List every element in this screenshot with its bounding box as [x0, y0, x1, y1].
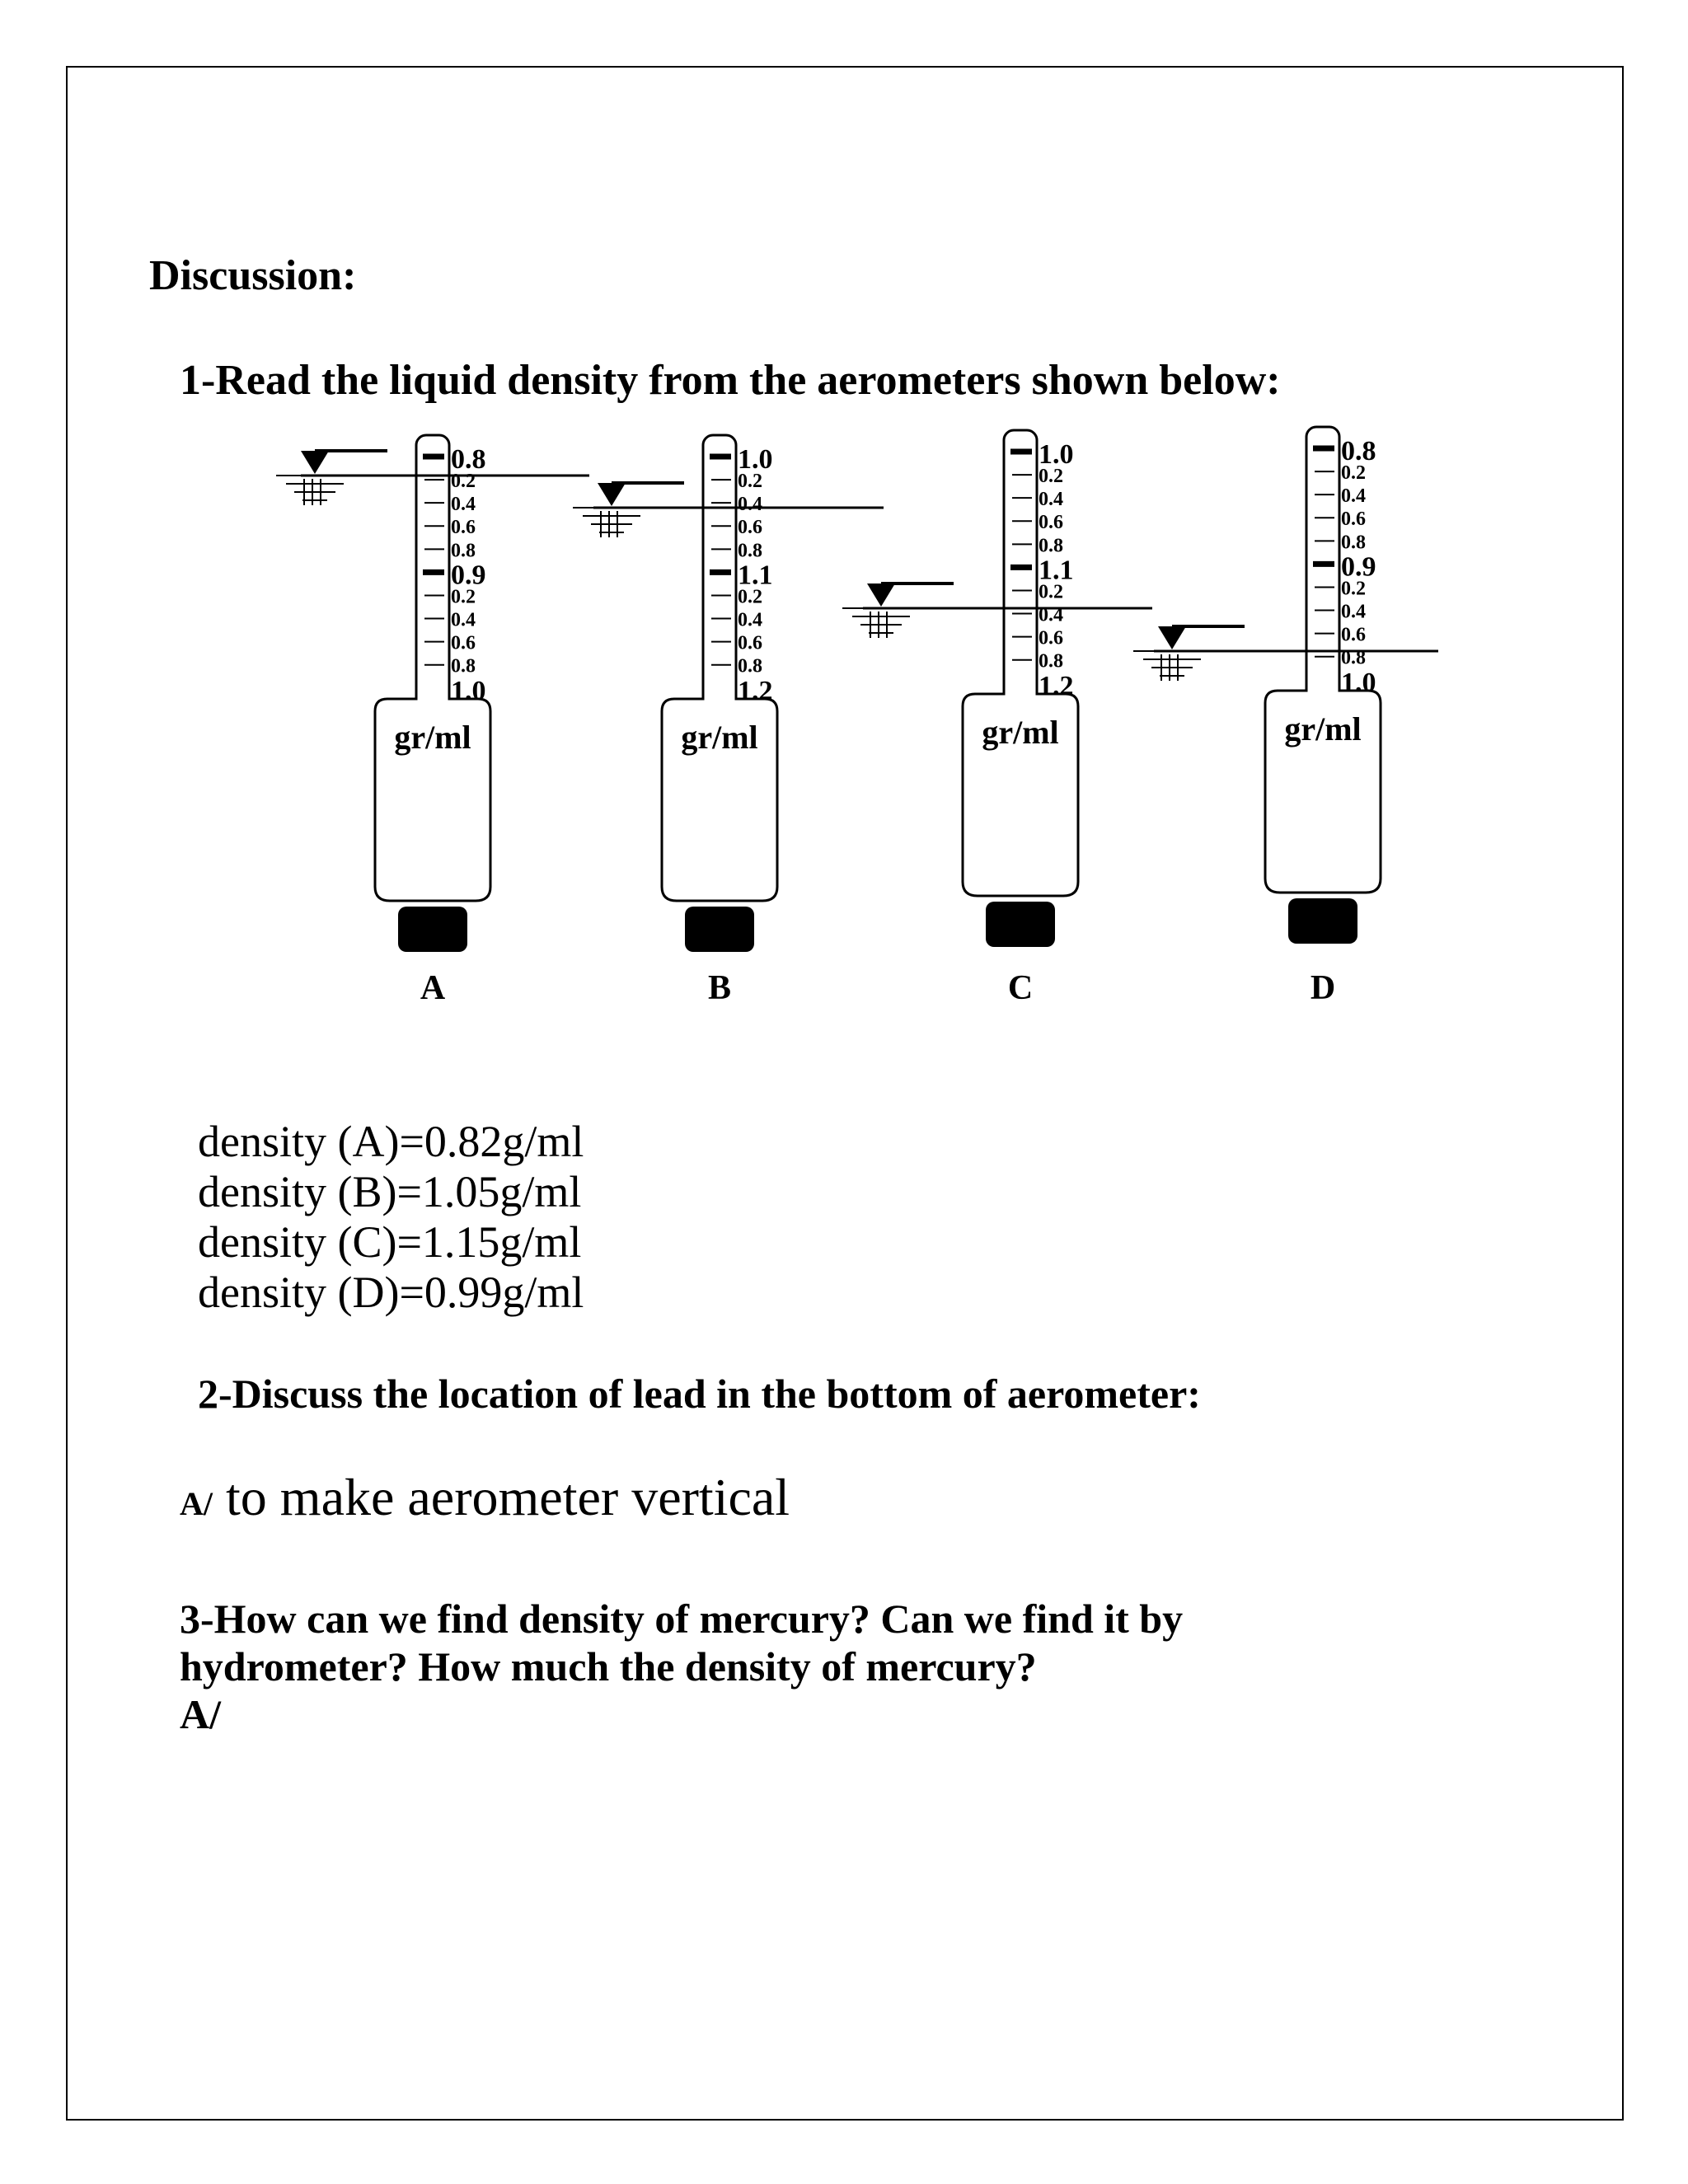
scale-label-minor: 0.8: [1341, 532, 1366, 554]
scale-label-minor: 0.4: [738, 494, 762, 516]
scale-label-minor: 0.4: [1039, 489, 1063, 511]
scale-label-major: 0.8: [451, 444, 486, 475]
scale-label-major: 0.9: [451, 560, 486, 591]
question-2: 2-Discuss the location of lead in the bottom of aerometer:: [198, 1371, 1201, 1417]
scale-label-major: 0.8: [1341, 436, 1376, 466]
water-level-marker: [301, 451, 329, 474]
scale-label-minor: 0.8: [1341, 647, 1366, 669]
scale-label-minor: 0.4: [451, 494, 476, 516]
density-answer-b: density (B)=1.05g/ml: [198, 1167, 582, 1216]
scale-label-minor: 0.4: [1341, 601, 1366, 623]
question-3-line-2: hydrometer? How much the density of mercury?: [180, 1643, 1037, 1690]
scale-label-minor: 0.2: [738, 586, 762, 608]
scale-label-minor: 0.6: [451, 517, 476, 539]
scale-label-minor: 0.2: [451, 586, 476, 608]
scale-label-minor: 0.2: [1341, 462, 1366, 485]
scale-label-minor: 0.6: [451, 632, 476, 654]
aerometer-bulb: [662, 682, 777, 901]
question-3: [180, 1595, 1183, 1738]
scale-label-minor: 0.2: [1039, 466, 1063, 488]
aerometer-stem: [703, 435, 736, 699]
unit-label: gr/ml: [681, 719, 758, 756]
scale-label-minor: 0.4: [1341, 485, 1366, 508]
unit-label: gr/ml: [1284, 710, 1362, 748]
scale-label-major: 1.0: [1341, 667, 1376, 698]
scale-label-minor: 0.8: [451, 655, 476, 677]
scale-label-minor: 0.6: [1341, 509, 1366, 531]
scale-label-major: 1.1: [738, 560, 773, 591]
lead-weight: [398, 907, 467, 952]
scale-label-major: 0.9: [1341, 551, 1376, 583]
scale-label-minor: 0.8: [451, 540, 476, 562]
scale-label-major: 1.0: [738, 444, 773, 475]
lead-weight: [685, 907, 754, 952]
aerometer-label-c: C: [1007, 969, 1034, 1007]
scale-label-major: 1.1: [1039, 555, 1074, 586]
aerometer-label-d: D: [1310, 969, 1336, 1007]
scale-label-major: 1.0: [1039, 439, 1074, 470]
density-answer-d: density (D)=0.99g/ml: [198, 1268, 584, 1317]
water-level-marker: [867, 583, 895, 607]
aerometer-stem: [1004, 430, 1037, 694]
scale-label-minor: 0.8: [738, 540, 762, 562]
water-level-marker: [598, 483, 626, 506]
density-answer-c: density (C)=1.15g/ml: [198, 1217, 582, 1267]
answer-3-prefix: A/: [180, 1691, 221, 1737]
scale-label-minor: 0.2: [1341, 578, 1366, 600]
scale-label-major: 1.0: [451, 675, 486, 706]
scale-label-minor: 0.2: [451, 471, 476, 493]
aerometer-label-b: B: [707, 969, 732, 1007]
aerometer-bulb: [375, 682, 490, 901]
water-level-marker: [1158, 626, 1186, 649]
scale-label-minor: 0.6: [1341, 624, 1366, 646]
scale-label-minor: 0.4: [738, 609, 762, 631]
scale-label-minor: 0.8: [1039, 535, 1063, 557]
scale-label-minor: 0.6: [1039, 627, 1063, 649]
scale-label-minor: 0.2: [738, 471, 762, 493]
answer-2-prefix: A/: [180, 1485, 213, 1522]
lead-weight: [986, 902, 1055, 947]
scale-label-minor: 0.6: [1039, 512, 1063, 534]
aerometer-label-a: A: [420, 969, 446, 1007]
aerometer-bulb: [1265, 674, 1381, 893]
scale-label-minor: 0.4: [1039, 604, 1063, 626]
scale-label-minor: 0.6: [738, 517, 762, 539]
density-answer-a: density (A)=0.82g/ml: [198, 1117, 584, 1166]
scale-label-minor: 0.8: [1039, 650, 1063, 673]
answer-2: [180, 1467, 790, 1528]
answer-2-text: to make aerometer vertical: [213, 1468, 790, 1526]
density-answers: [198, 1117, 584, 1318]
question-1: 1-Read the liquid density from the aerometers shown below:: [180, 357, 1281, 404]
scale-label-minor: 0.8: [738, 655, 762, 677]
unit-label: gr/ml: [394, 719, 471, 756]
scale-label-minor: 0.2: [1039, 581, 1063, 603]
unit-label: gr/ml: [982, 714, 1059, 751]
question-3-line-1: 3-How can we find density of mercury? Can we find it by: [180, 1596, 1184, 1642]
aerometer-bulb: [963, 677, 1078, 896]
discussion-heading: Discussion:: [149, 252, 357, 299]
scale-label-major: 1.2: [1039, 670, 1074, 701]
scale-label-minor: 0.6: [738, 632, 762, 654]
scale-label-minor: 0.4: [451, 609, 476, 631]
scale-label-major: 1.2: [738, 675, 773, 706]
lead-weight: [1288, 898, 1357, 944]
